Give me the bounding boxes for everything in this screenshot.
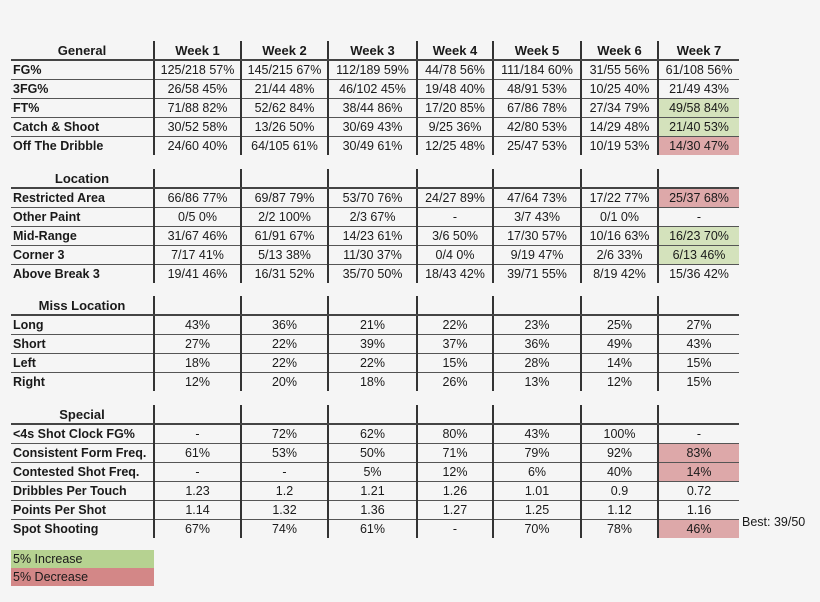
row-label: Short [11, 335, 154, 354]
column-header-week-1 [154, 405, 241, 424]
cell-week-7: 49/58 84% [658, 99, 739, 118]
row-label: <4s Shot Clock FG% [11, 424, 154, 444]
cell-week-5: 48/91 53% [493, 80, 581, 99]
cell-week-1: 43% [154, 315, 241, 335]
column-header-week-1 [154, 296, 241, 315]
cell-week-4: 3/6 50% [417, 227, 493, 246]
row-label: Contested Shot Freq. [11, 463, 154, 482]
cell-week-3: 1.36 [328, 501, 417, 520]
cell-week-1: 27% [154, 335, 241, 354]
row-label: Points Per Shot [11, 501, 154, 520]
cell-week-2: 72% [241, 424, 328, 444]
cell-week-6: 78% [581, 520, 658, 539]
cell-week-7: 14% [658, 463, 739, 482]
column-header-week-7 [658, 169, 739, 188]
header-row [11, 169, 739, 188]
cell-week-6: 10/19 53% [581, 137, 658, 156]
row-label: FT% [11, 99, 154, 118]
column-header-week-6 [581, 405, 658, 424]
cell-week-2: 5/13 38% [241, 246, 328, 265]
legend-increase: 5% Increase [11, 550, 154, 568]
cell-week-7: 21/49 43% [658, 80, 739, 99]
row-label: Above Break 3 [13, 266, 100, 281]
section-title: Special [11, 405, 154, 424]
cell-week-5: 1.25 [493, 501, 581, 520]
cell-week-6: 0/1 0% [581, 208, 658, 227]
cell-week-5: 17/30 57% [493, 227, 581, 246]
cell-week-3: 38/44 86% [328, 99, 417, 118]
cell-week-5: 79% [493, 444, 581, 463]
cell-week-1: 1.23 [154, 482, 241, 501]
cell-week-3: 30/49 61% [328, 137, 417, 156]
cell-week-4: 12% [417, 463, 493, 482]
column-header-week-6: Week 6 [581, 41, 658, 60]
cell-week-7: 1.16 [658, 501, 739, 520]
row-label: Corner 3 [11, 246, 154, 265]
cell-week-2: 13/26 50% [241, 118, 328, 137]
cell-week-2: 16/31 52% [241, 265, 328, 284]
cell-week-5: 111/184 60% [493, 60, 581, 80]
cell-week-7: 15% [658, 354, 739, 373]
cell-week-6: 10/25 40% [581, 80, 658, 99]
cell-week-4: 80% [417, 424, 493, 444]
table-row [11, 188, 739, 208]
cell-week-6: 49% [581, 335, 658, 354]
row-label: Left [11, 354, 154, 373]
spot-shooting-best-note: Best: 39/50 [742, 515, 806, 529]
cell-week-1: 24/60 40% [154, 137, 241, 156]
section-title: General [11, 41, 154, 60]
row-label: Consistent Form Freq. [11, 444, 154, 463]
cell-week-3: 30/69 43% [328, 118, 417, 137]
cell-week-6: 2/6 33% [581, 246, 658, 265]
cell-week-4: - [417, 520, 493, 539]
column-header-week-2 [241, 296, 328, 315]
cell-week-5: 6% [493, 463, 581, 482]
column-header-week-3 [328, 405, 417, 424]
table-row [11, 227, 739, 246]
cell-week-4: 9/25 36% [417, 118, 493, 137]
row-label: Long [11, 315, 154, 335]
cell-week-5: 47/64 73% [493, 188, 581, 208]
cell-week-5: 39/71 55% [493, 265, 581, 284]
cell-week-3: 39% [328, 335, 417, 354]
row-label: 3FG% [11, 80, 154, 99]
section-title: Miss Location [11, 296, 154, 315]
row-label: Restricted Area [11, 188, 154, 208]
column-header-week-7: Week 7 [658, 41, 739, 60]
table-row [11, 265, 739, 284]
row-label: Mid-Range [11, 227, 154, 246]
cell-week-4: 37% [417, 335, 493, 354]
cell-week-3: 5% [328, 463, 417, 482]
cell-week-1: 1.14 [154, 501, 241, 520]
cell-week-2: 52/62 84% [241, 99, 328, 118]
cell-week-7: 15% [658, 373, 739, 392]
table-row [11, 315, 739, 335]
table-row [11, 99, 739, 118]
column-header-week-2: Week 2 [241, 41, 328, 60]
cell-week-1: 61% [154, 444, 241, 463]
cell-week-7: 6/13 46% [658, 246, 739, 265]
row-label: Spot Shooting [13, 521, 99, 536]
cell-week-4: 17/20 85% [417, 99, 493, 118]
cell-week-2: 22% [241, 335, 328, 354]
location-section [11, 169, 739, 283]
legend-decrease: 5% Decrease [11, 568, 154, 586]
cell-week-6: 17/22 77% [581, 188, 658, 208]
cell-week-6: 25% [581, 315, 658, 335]
cell-week-7: 46% [658, 520, 739, 539]
cell-week-4: 1.26 [417, 482, 493, 501]
column-header-week-3: Week 3 [328, 41, 417, 60]
cell-week-5: 1.01 [493, 482, 581, 501]
cell-week-2: 74% [241, 520, 328, 539]
table-row [11, 424, 739, 444]
cell-week-5: 3/7 43% [493, 208, 581, 227]
column-header-week-5: Week 5 [493, 41, 581, 60]
column-header-week-6 [581, 169, 658, 188]
cell-week-4: - [417, 208, 493, 227]
cell-week-3: 1.21 [328, 482, 417, 501]
cell-week-6: 1.12 [581, 501, 658, 520]
location-table [11, 169, 739, 283]
column-header-week-1: Week 1 [154, 41, 241, 60]
cell-week-7: 14/30 47% [658, 137, 739, 156]
column-header-week-4: Week 4 [417, 41, 493, 60]
column-header-week-7 [658, 405, 739, 424]
cell-week-3: 18% [328, 373, 417, 392]
cell-week-6: 14/29 48% [581, 118, 658, 137]
table-row [11, 335, 739, 354]
column-header-week-6 [581, 296, 658, 315]
cell-week-4: 0/4 0% [417, 246, 493, 265]
cell-week-4: 12/25 48% [417, 137, 493, 156]
table-row [11, 520, 739, 539]
cell-week-4: 26% [417, 373, 493, 392]
cell-week-3: 112/189 59% [328, 60, 417, 80]
cell-week-4: 71% [417, 444, 493, 463]
cell-week-4: 44/78 56% [417, 60, 493, 80]
cell-week-1: - [154, 463, 241, 482]
cell-week-2: 20% [241, 373, 328, 392]
cell-week-1: 18% [154, 354, 241, 373]
cell-week-5: 28% [493, 354, 581, 373]
column-header-week-5 [493, 405, 581, 424]
cell-week-3: 50% [328, 444, 417, 463]
row-label: Right [13, 374, 45, 389]
cell-week-7: 61/108 56% [658, 60, 739, 80]
cell-week-6: 40% [581, 463, 658, 482]
special-section [11, 405, 739, 538]
cell-week-3: 61% [328, 520, 417, 539]
cell-week-2: - [241, 463, 328, 482]
cell-week-4: 24/27 89% [417, 188, 493, 208]
cell-week-3: 53/70 76% [328, 188, 417, 208]
cell-week-6: 27/34 79% [581, 99, 658, 118]
section-title: Location [11, 169, 154, 188]
cell-week-5: 23% [493, 315, 581, 335]
cell-week-5: 67/86 78% [493, 99, 581, 118]
table-row [11, 444, 739, 463]
cell-week-4: 19/48 40% [417, 80, 493, 99]
cell-week-1: 7/17 41% [154, 246, 241, 265]
table-row [11, 60, 739, 80]
cell-week-2: 36% [241, 315, 328, 335]
cell-week-7: 83% [658, 444, 739, 463]
cell-week-6: 100% [581, 424, 658, 444]
table-row [11, 118, 739, 137]
cell-week-2: 145/215 67% [241, 60, 328, 80]
cell-week-1: 19/41 46% [154, 265, 241, 284]
table-row [11, 373, 739, 392]
cell-week-7: - [658, 208, 739, 227]
table-row [11, 463, 739, 482]
cell-week-2: 64/105 61% [241, 137, 328, 156]
cell-week-5: 13% [493, 373, 581, 392]
general-table [11, 41, 739, 155]
cell-week-5: 70% [493, 520, 581, 539]
column-header-week-7 [658, 296, 739, 315]
cell-week-6: 14% [581, 354, 658, 373]
legend [11, 550, 154, 586]
cell-week-6: 92% [581, 444, 658, 463]
cell-week-3: 35/70 50% [328, 265, 417, 284]
cell-week-3: 14/23 61% [328, 227, 417, 246]
cell-week-4: 22% [417, 315, 493, 335]
cell-week-5: 43% [493, 424, 581, 444]
cell-week-4: 1.27 [417, 501, 493, 520]
cell-week-2: 2/2 100% [241, 208, 328, 227]
row-label: Catch & Shoot [11, 118, 154, 137]
cell-week-4: 15% [417, 354, 493, 373]
cell-week-2: 69/87 79% [241, 188, 328, 208]
table-row [11, 208, 739, 227]
cell-week-1: 66/86 77% [154, 188, 241, 208]
cell-week-1: 12% [154, 373, 241, 392]
table-row [11, 482, 739, 501]
column-header-week-5 [493, 296, 581, 315]
cell-week-3: 62% [328, 424, 417, 444]
column-header-week-4 [417, 169, 493, 188]
column-header-week-5 [493, 169, 581, 188]
table-row [11, 246, 739, 265]
cell-week-5: 9/19 47% [493, 246, 581, 265]
column-header-week-2 [241, 169, 328, 188]
cell-week-1: 31/67 46% [154, 227, 241, 246]
cell-week-4: 18/43 42% [417, 265, 493, 284]
row-label: Other Paint [11, 208, 154, 227]
table-row [11, 501, 739, 520]
cell-week-1: 71/88 82% [154, 99, 241, 118]
cell-week-7: 25/37 68% [658, 188, 739, 208]
row-label: Dribbles Per Touch [11, 482, 154, 501]
header-row [11, 41, 739, 60]
cell-week-2: 53% [241, 444, 328, 463]
column-header-week-4 [417, 405, 493, 424]
cell-week-2: 22% [241, 354, 328, 373]
cell-week-3: 11/30 37% [328, 246, 417, 265]
cell-week-1: 67% [154, 520, 241, 539]
special-table [11, 405, 739, 538]
miss-location-section [11, 296, 739, 391]
column-header-week-3 [328, 296, 417, 315]
cell-week-6: 31/55 56% [581, 60, 658, 80]
cell-week-3: 22% [328, 354, 417, 373]
cell-week-2: 61/91 67% [241, 227, 328, 246]
column-header-week-4 [417, 296, 493, 315]
column-header-week-3 [328, 169, 417, 188]
cell-week-3: 46/102 45% [328, 80, 417, 99]
cell-week-6: 8/19 42% [581, 265, 658, 284]
cell-week-3: 21% [328, 315, 417, 335]
cell-week-5: 36% [493, 335, 581, 354]
cell-week-7: 16/23 70% [658, 227, 739, 246]
cell-week-1: 30/52 58% [154, 118, 241, 137]
cell-week-5: 42/80 53% [493, 118, 581, 137]
column-header-week-1 [154, 169, 241, 188]
cell-week-7: 21/40 53% [658, 118, 739, 137]
cell-week-2: 1.2 [241, 482, 328, 501]
header-row [11, 405, 739, 424]
column-header-week-2 [241, 405, 328, 424]
row-label: FG% [11, 60, 154, 80]
cell-week-7: - [658, 424, 739, 444]
table-row [11, 80, 739, 99]
cell-week-2: 21/44 48% [241, 80, 328, 99]
cell-week-6: 0.9 [581, 482, 658, 501]
cell-week-7: 43% [658, 335, 739, 354]
cell-week-1: 26/58 45% [154, 80, 241, 99]
cell-week-7: 15/36 42% [658, 265, 739, 284]
table-row [11, 354, 739, 373]
miss-location-table [11, 296, 739, 391]
cell-week-3: 2/3 67% [328, 208, 417, 227]
cell-week-7: 0.72 [658, 482, 739, 501]
cell-week-1: 125/218 57% [154, 60, 241, 80]
table-row [11, 137, 739, 156]
cell-week-2: 1.32 [241, 501, 328, 520]
cell-week-6: 10/16 63% [581, 227, 658, 246]
cell-week-6: 12% [581, 373, 658, 392]
general-section [11, 41, 739, 155]
header-row [11, 296, 739, 315]
cell-week-5: 25/47 53% [493, 137, 581, 156]
row-label: Off The Dribble [13, 138, 104, 153]
cell-week-7: 27% [658, 315, 739, 335]
cell-week-1: - [154, 424, 241, 444]
cell-week-1: 0/5 0% [154, 208, 241, 227]
